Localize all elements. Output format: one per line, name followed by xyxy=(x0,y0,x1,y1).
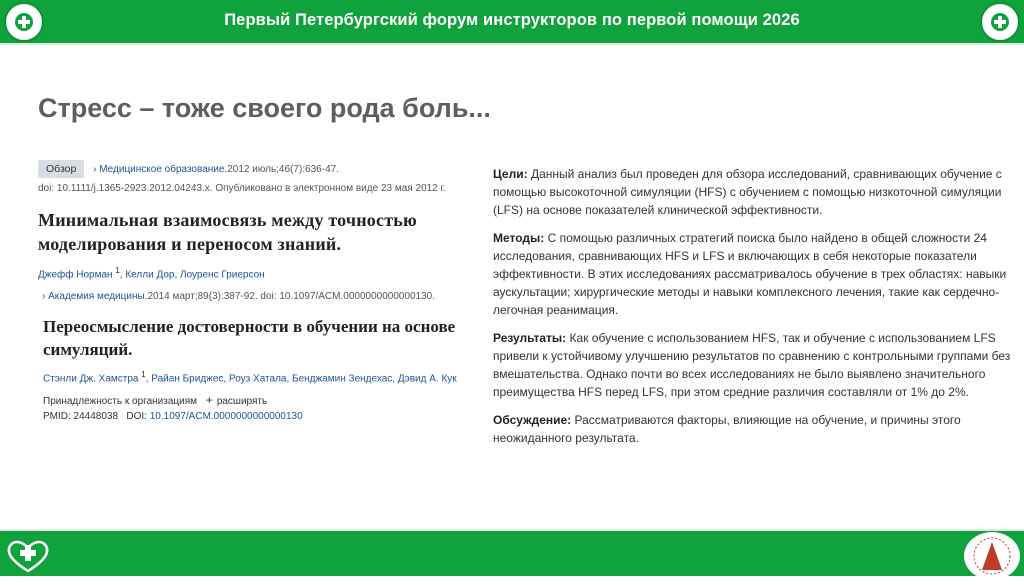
author-superscript: 1 xyxy=(141,370,146,380)
slide-title: Стресс – тоже своего рода боль... xyxy=(38,93,491,123)
heart-hands-logo-icon xyxy=(2,535,54,575)
methods-text: С помощью различных стратегий поиска было найдено в общей сложности 24 исследования, сравнивающих HFS и LFS и включающих в себя некоторые показатели эффективности. В этих исследованиях рассматривалось обучение в трех областях: навыки аускультации; хирургические методы и навыки комплексного лечения, такие как сердечно-легочная реанимация. xyxy=(493,231,1007,317)
article2-citation: 2014 март;89(3):387-92. doi: 10.1097/ACM.0000000000000130. xyxy=(147,291,436,303)
article2-authors: Стэнли Дж. Хамстра $^1$, Райан Бриджес, Роуз Хатала, Бенджамин Зендехас, Дэвид А. Кук xyxy=(43,370,457,385)
author-link[interactable]: Келли Дор xyxy=(125,269,175,281)
header-bar xyxy=(0,0,1024,45)
article1-journal-link[interactable]: Медицинское образование. xyxy=(99,164,228,175)
goals-label: Цели: xyxy=(493,167,528,181)
article1-citation-row xyxy=(38,160,478,178)
footer-bar xyxy=(0,529,1024,576)
chevron-right-icon: › xyxy=(42,291,46,303)
methods-paragraph xyxy=(493,229,1018,319)
article1-citation: 2012 июль;46(7):636-47. xyxy=(227,164,339,175)
society-emblem-icon xyxy=(964,532,1020,580)
first-aid-logo-icon xyxy=(980,2,1020,42)
affiliations-row xyxy=(43,393,478,407)
author-link[interactable]: Лоуренс Гриерсон xyxy=(180,269,265,281)
discussion-text: Рассматриваются факторы, влияющие на обучение, и причины этого неожиданного результата. xyxy=(493,413,961,445)
expand-link[interactable]: расширять xyxy=(216,395,268,407)
article2-journal-link[interactable]: Академия медицины. xyxy=(48,291,148,303)
plus-icon[interactable]: + xyxy=(205,392,213,407)
article2-title: Переосмысление достоверности в обучении на основе симуляций. xyxy=(43,317,456,360)
citations-panel xyxy=(38,160,478,422)
doi-label: DOI: xyxy=(126,410,147,422)
results-text: Как обучение с использованием HFS, так и обучение с использованием LFS привели к устойчивому улучшению результатов по сравнению с контрольными группами без вмешательства. Однако почти во всех исследованиях не было выявлено значительного преимущества HFS перед LFS, при этом средние различия составляли от 1% до 2%. xyxy=(493,331,1011,399)
author-link[interactable]: Джефф Норман xyxy=(38,269,113,281)
article2-citation-row xyxy=(42,291,478,302)
methods-label: Методы: xyxy=(493,231,545,245)
author-link[interactable]: Бенджамин Зендехас xyxy=(292,373,393,385)
abstract-panel xyxy=(493,165,1018,457)
author-link[interactable]: Роуз Хатала xyxy=(228,373,287,385)
doi-link[interactable]: 10.1097/ACM.0000000000000130 xyxy=(149,410,303,422)
review-badge: Обзор xyxy=(38,160,84,178)
discussion-label: Обсуждение: xyxy=(493,413,572,427)
article1-title: Минимальная взаимосвязь между точностью моделирования и переносом знаний. xyxy=(38,210,417,254)
goals-text: Данный анализ был проведен для обзора исследований, сравнивающих обучение с помощью высокоточной симуляции (HFS) с обучением с помощью низкоточной симуляции (LFS) на основе показателей клинической эффективности. xyxy=(493,167,1002,217)
discussion-paragraph xyxy=(493,411,1018,447)
forum-title: Первый Петербургский форум инструкторов по первой помощи 2026 xyxy=(224,11,800,29)
pmid: PMID: 24448038 xyxy=(43,410,119,422)
pmid-row xyxy=(43,411,478,422)
author-link[interactable]: Дэвид А. Кук xyxy=(397,373,457,385)
results-paragraph xyxy=(493,329,1018,401)
article1-authors: Джефф Норман $^1$, Келли Дор, Лоуренс Гриерсон xyxy=(38,266,265,281)
affiliations-label: Принадлежность к организациям xyxy=(43,395,198,407)
author-superscript: 1 xyxy=(115,266,120,275)
chevron-right-icon: › xyxy=(93,164,97,175)
author-link[interactable]: Райан Бриджес xyxy=(151,373,224,385)
article1-doi: doi: 10.1111/j.1365-2923.2012.04243.x. Опубликовано в электронном виде 23 мая 2012 г. xyxy=(38,183,446,194)
author-link[interactable]: Стэнли Дж. Хамстра xyxy=(43,373,139,385)
results-label: Результаты: xyxy=(493,331,567,345)
goals-paragraph xyxy=(493,165,1018,219)
